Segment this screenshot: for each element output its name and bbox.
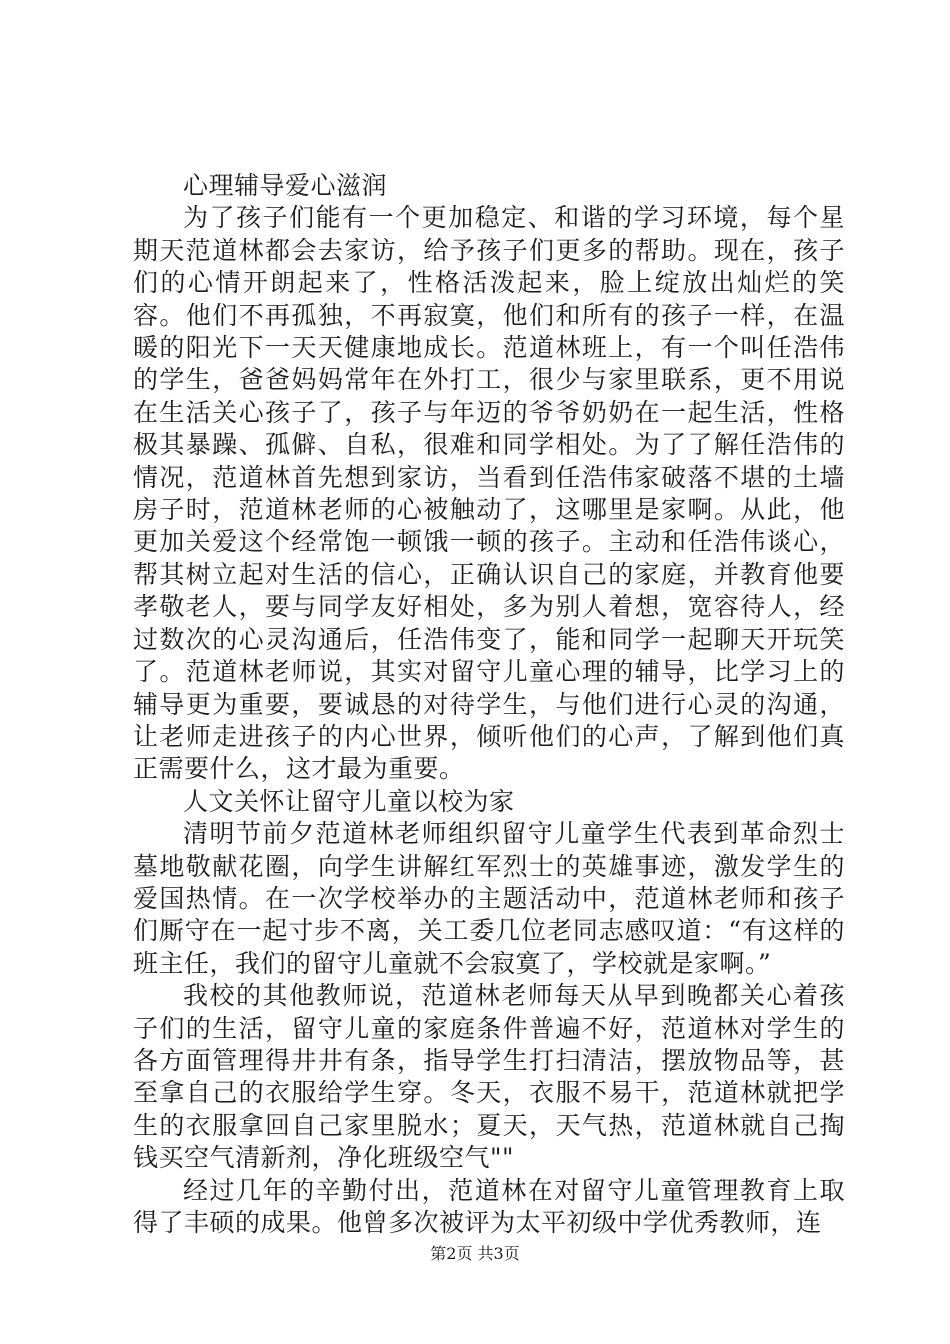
document-body (133, 170, 845, 1239)
body-paragraph: 为了孩子们能有一个更加稳定、和谐的学习环境，每个星期天范道林都会去家访，给予孩子们更多的帮助。现在，孩子们的心情开朗起来了，性格活泼起来，脸上绽放出灿烂的笑容。他们不再孤独，不再寂寞，他们和所有的孩子一样，在温暖的阳光下一天天健康地成长。范道林班上，有一个叫任浩伟的学生，爸爸妈妈常年在外打工，很少与家里联系，更不用说在生活关心孩子了，孩子与年迈的爷爷奶奶在一起生活，性格极其暴躁、孤僻、自私，很难和同学相处。为了了解任浩伟的情况，范道林首先想到家访，当看到任浩伟家破落不堪的土墙房子时，范道林老师的心被触动了，这哪里是家啊。从此，他更加关爱这个经常饱一顿饿一顿的孩子。主动和任浩伟谈心，帮其树立起对生活的信心，正确认识自己的家庭，并教育他要孝敬老人，要与同学友好相处，多为别人着想，宽容待人，经过数次的心灵沟通后，任浩伟变了，能和同学一起聊天开玩笑了。范道林老师说，其实对留守儿童心理的辅导，比学习上的辅导更为重要，要诚恳的对待学生，与他们进行心灵的沟通，让老师走进孩子的内心世界，倾听他们的心声，了解到他们真正需要什么，这才最为重要。 (133, 203, 845, 784)
body-paragraph: 经过几年的辛勤付出，范道林在对留守儿童管理教育上取得了丰硕的成果。他曾多次被评为太平初级中学优秀教师，连 (133, 1175, 845, 1237)
section-heading-psychological-counseling: 心理辅导爱心滋润 (183, 171, 388, 200)
page-number-footer: 第2页 共3页 (430, 1244, 520, 1263)
body-paragraph: 清明节前夕范道林老师组织留守儿童学生代表到革命烈士墓地敬献花圈，向学生讲解红军烈士的英雄事迹，激发学生的爱国热情。在一次学校举办的主题活动中，范道林老师和孩子们厮守在一起寸步不离，关工委几位老同志感叹道：“有这样的班主任，我们的留守儿童就不会寂寞了，学校就是家啊。” (133, 819, 845, 978)
body-paragraph: 我校的其他教师说，范道林老师每天从早到晚都关心着孩子们的生活，留守儿童的家庭条件普遍不好，范道林对学生的各方面管理得井井有条，指导学生打扫清洁，摆放物品等，甚至拿自己的衣服给学生穿。冬天，衣服不易干，范道林就把学生的衣服拿回自己家里脱水；夏天，天气热，范道林就自己掏钱买空气清新剂，净化班级空气"" (133, 981, 845, 1173)
section-heading-humanistic-care: 人文关怀让留守儿童以校为家 (183, 786, 515, 816)
